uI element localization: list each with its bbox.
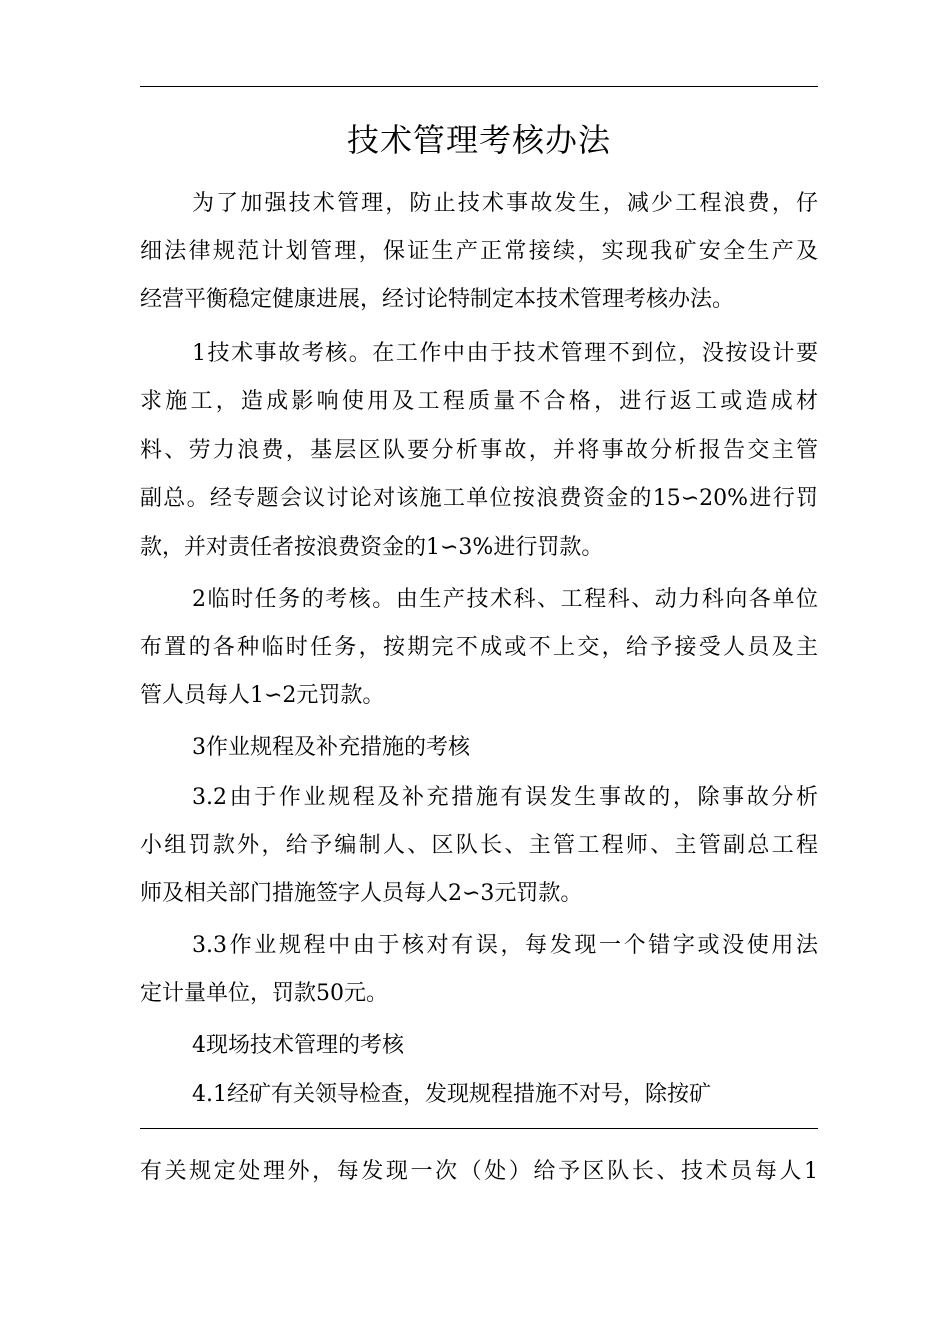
text-line: 3.3作业规程中由于核对有误，每发现一个错字或没使用法	[192, 933, 818, 958]
page-title: 技术管理考核办法	[346, 121, 611, 159]
text-line: 求施工，造成影响使用及工程质量不合格，进行返工或造成材	[140, 389, 818, 414]
text-line: 2临时任务的考核。由生产技术科、工程科、动力科向各单位	[192, 587, 818, 612]
text-line: 副总。经专题会议讨论对该施工单位按浪费资金的15∽20%进行罚	[140, 486, 818, 511]
text-line: 4现场技术管理的考核	[192, 1033, 404, 1058]
text-line: 定计量单位，罚款50元。	[140, 981, 388, 1006]
text-line: 经营平衡稳定健康进展，经讨论特制定本技术管理考核办法。	[140, 287, 735, 312]
text-line: 3作业规程及补充措施的考核	[192, 735, 470, 760]
text-line: 小组罚款外，给予编制人、区队长、主管工程师、主管副总工程	[140, 833, 818, 858]
text-line: 管人员每人1∽2元罚款。	[140, 683, 385, 708]
text-line: 4.1经矿有关领导检查，发现规程措施不对号，除按矿	[192, 1082, 711, 1107]
text-line: 细法律规范计划管理，保证生产正常接续，实现我矿安全生产及	[140, 239, 818, 264]
text-line: 为了加强技术管理，防止技术事故发生，减少工程浪费，仔	[192, 191, 818, 216]
text-line: 1技术事故考核。在工作中由于技术管理不到位，没按设计要	[192, 341, 818, 366]
text-line: 师及相关部门措施签字人员每人2∽3元罚款。	[140, 881, 583, 906]
text-line: 布置的各种临时任务，按期完不成或不上交，给予接受人员及主	[140, 635, 818, 660]
top-rule	[140, 86, 818, 87]
next-page-text-line: 有关规定处理外，每发现一次（处）给予区队长、技术员每人1	[140, 1159, 818, 1184]
text-line: 3.2由于作业规程及补充措施有误发生事故的，除事故分析	[192, 785, 818, 810]
text-line: 料、劳力浪费，基层区队要分析事故，并将事故分析报告交主管	[140, 438, 818, 463]
text-line: 款，并对责任者按浪费资金的1∽3%进行罚款。	[140, 535, 604, 560]
page-divider	[140, 1128, 818, 1129]
